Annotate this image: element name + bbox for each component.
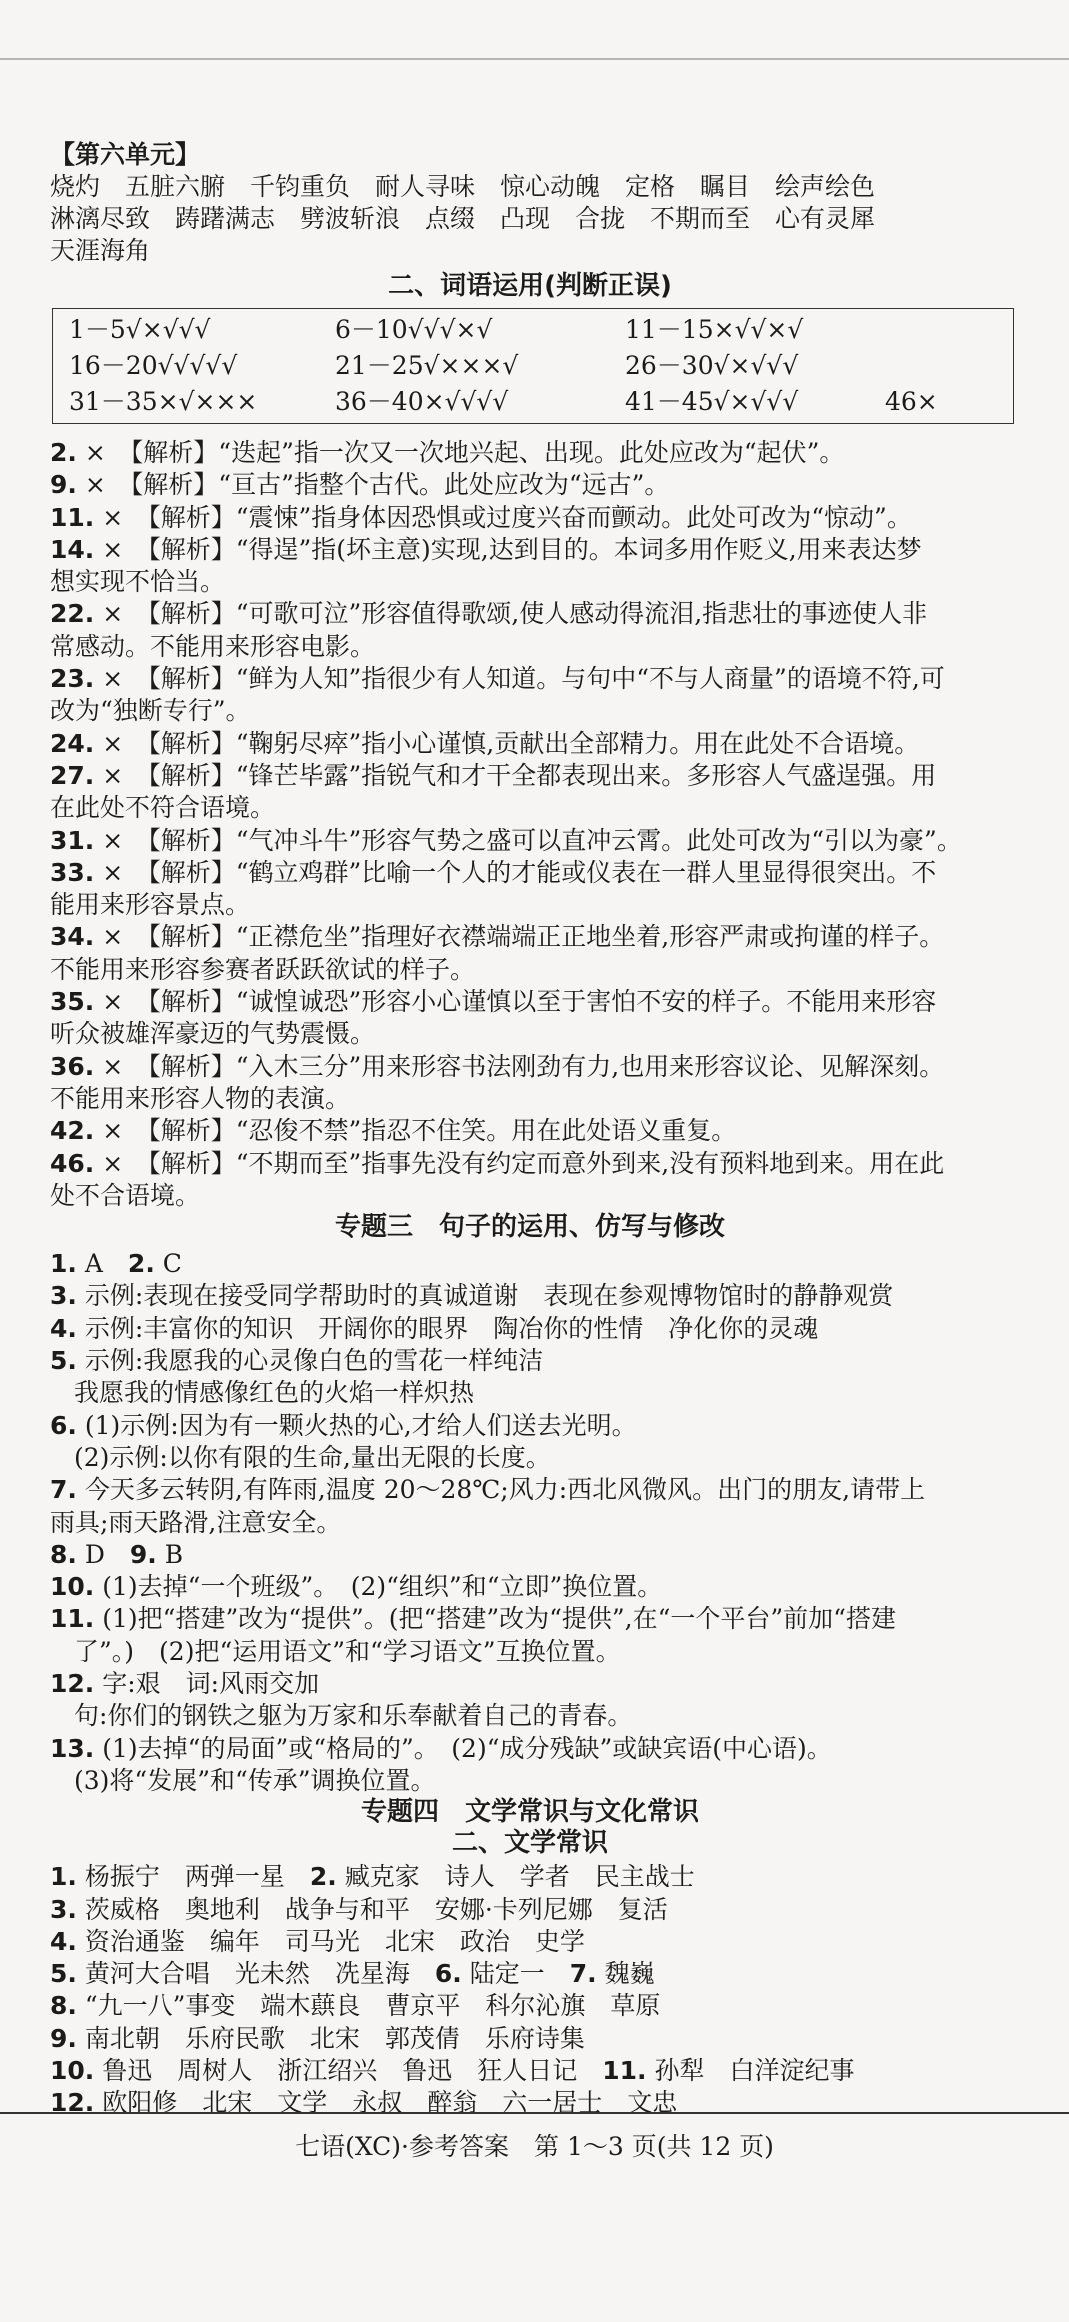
grid-cell: 16－20√√√√√ bbox=[69, 351, 238, 380]
grid-cell: 26－30√×√√√ bbox=[625, 351, 799, 380]
topic4-subheading: 二、文学常识 bbox=[451, 1828, 608, 1858]
answer-line bbox=[74, 1701, 1054, 1731]
item-number: 12. bbox=[50, 2088, 95, 2117]
answer-line-cont: 听众被雄浑豪迈的气势震慑。 bbox=[50, 1019, 376, 1048]
answer-line bbox=[50, 1540, 1030, 1570]
item-number: 3. bbox=[50, 1895, 77, 1924]
item-text: × 【解析】“可歌可泣”形容值得歌颂,使人感动得流泪,指悲壮的事迹使人非 bbox=[102, 599, 928, 628]
answer-line-cont: 能用来形容景点。 bbox=[50, 890, 251, 919]
item-text: 示例:我愿我的心灵像白色的雪花一样纯洁 bbox=[84, 1346, 544, 1375]
item-number: 11. bbox=[602, 2056, 647, 2085]
item-number: 9. bbox=[50, 2024, 77, 2053]
item-number: 11. bbox=[50, 503, 95, 532]
item-text: 魏巍 bbox=[604, 1959, 655, 1988]
item-text: 我愿我的情感像红色的火焰一样炽热 bbox=[74, 1378, 475, 1407]
item-number: 7. bbox=[569, 1959, 597, 1988]
item-number: 2. bbox=[127, 1249, 155, 1278]
item-number: 7. bbox=[50, 1475, 77, 1504]
item-text: 欧阳修 北宋 文学 永叔 醉翁 六一居士 文忠 bbox=[102, 2088, 678, 2117]
answer-line bbox=[50, 1959, 1030, 1989]
item-text: 字:艰 词:风雨交加 bbox=[102, 1669, 320, 1698]
item-number: 4. bbox=[50, 1927, 77, 1956]
item-text: C bbox=[162, 1249, 182, 1278]
item-number: 6. bbox=[50, 1411, 77, 1440]
answer-line bbox=[50, 1895, 1030, 1925]
item-number: 1. bbox=[50, 1249, 77, 1278]
topic4-heading: 专题四 文学常识与文化常识 bbox=[360, 1797, 699, 1827]
item-number: 2. bbox=[309, 1862, 337, 1891]
grid-cell: 36－40×√√√√ bbox=[335, 387, 509, 416]
answer-grid-box bbox=[52, 308, 1014, 424]
answer-line bbox=[50, 1475, 1030, 1505]
item-text: × 【解析】“气冲斗牛”形容气势之盛可以直冲云霄。此处可改为“引以为豪”。 bbox=[102, 826, 962, 855]
item-number: 35. bbox=[50, 987, 95, 1016]
item-text: × 【解析】“鹤立鸡群”比喻一个人的才能或仪表在一群人里显得很突出。不 bbox=[102, 858, 937, 887]
item-text: 雨具;雨天路滑,注意安全。 bbox=[50, 1508, 342, 1537]
unit6-words-row2: 淋漓尽致 踌躇满志 劈波斩浪 点缀 凸现 合拢 不期而至 心有灵犀 bbox=[50, 204, 876, 233]
item-text: 南北朝 乐府民歌 北宋 郭茂倩 乐府诗集 bbox=[84, 2024, 585, 2053]
answer-line-cont: 常感动。不能用来形容电影。 bbox=[50, 632, 376, 661]
answer-line bbox=[50, 1314, 1030, 1344]
item-text: × 【解析】“鞠躬尽瘁”指小心谨慎,贡献出全部精力。用在此处不合语境。 bbox=[102, 729, 920, 758]
page-footer: 七语(XC)·参考答案 第 1～3 页(共 12 页) bbox=[295, 2132, 774, 2161]
answer-line-cont: 不能用来形容参赛者跃跃欲试的样子。 bbox=[50, 955, 476, 984]
item-number: 13. bbox=[50, 1734, 95, 1763]
answer-line-cont: 在此处不符合语境。 bbox=[50, 793, 276, 822]
item-number: 42. bbox=[50, 1116, 95, 1145]
item-text: 孙犁 白洋淀纪事 bbox=[654, 2056, 855, 2085]
answer-line bbox=[50, 2056, 1030, 2086]
item-text: 茨威格 奥地利 战争与和平 安娜·卡列尼娜 复活 bbox=[84, 1895, 668, 1924]
answer-line bbox=[50, 1411, 1030, 1441]
top-rule bbox=[0, 58, 1069, 60]
answer-line bbox=[50, 1052, 1030, 1082]
item-number: 5. bbox=[50, 1346, 77, 1375]
answer-line bbox=[50, 922, 1030, 952]
item-number: 36. bbox=[50, 1052, 95, 1081]
answer-line bbox=[50, 1346, 1030, 1376]
item-text: 今天多云转阴,有阵雨,温度 20～28℃;风力:西北风微风。出门的朋友,请带上 bbox=[84, 1475, 926, 1504]
item-number: 14. bbox=[50, 535, 95, 564]
item-text: (1)去掉“一个班级”。 (2)“组织”和“立即”换位置。 bbox=[102, 1572, 663, 1601]
item-text: (1)把“搭建”改为“提供”。(把“搭建”改为“提供”,在“一个平台”前加“搭建 bbox=[102, 1604, 896, 1633]
grid-cell: 11－15×√√×√ bbox=[625, 315, 804, 344]
answer-line bbox=[50, 1149, 1030, 1179]
answer-line bbox=[50, 826, 1030, 856]
answer-line bbox=[50, 503, 1030, 533]
item-number: 46. bbox=[50, 1149, 95, 1178]
unit6-words-row1: 烧灼 五脏六腑 千钧重负 耐人寻味 惊心动魄 定格 瞩目 绘声绘色 bbox=[50, 172, 876, 201]
answer-line bbox=[74, 1443, 1054, 1473]
item-number: 3. bbox=[50, 1281, 77, 1310]
answer-line bbox=[50, 858, 1030, 888]
answer-line bbox=[50, 1116, 1030, 1146]
grid-cell: 1－5√×√√√ bbox=[69, 315, 211, 344]
item-text: × 【解析】“震悚”指身体因恐惧或过度兴奋而颤动。此处可改为“惊动”。 bbox=[102, 503, 912, 532]
answer-line-cont: 不能用来形容人物的表演。 bbox=[50, 1084, 351, 1113]
footer-rule bbox=[0, 2112, 1069, 2114]
item-text: × 【解析】“不期而至”指事先没有约定而意外到来,没有预料地到来。用在此 bbox=[102, 1149, 945, 1178]
item-text: (2)示例:以你有限的生命,量出无限的长度。 bbox=[74, 1443, 551, 1472]
item-text: 臧克家 诗人 学者 民主战士 bbox=[344, 1862, 695, 1891]
item-number: 9. bbox=[129, 1540, 157, 1569]
answer-line bbox=[50, 1862, 1030, 1892]
answer-line bbox=[50, 1249, 1030, 1279]
answer-line bbox=[50, 761, 1030, 791]
item-text: 示例:表现在接受同学帮助时的真诚道谢 表现在参观博物馆时的静静观赏 bbox=[84, 1281, 894, 1310]
topic3-heading: 专题三 句子的运用、仿写与修改 bbox=[334, 1212, 725, 1242]
answer-line bbox=[50, 470, 1030, 500]
item-text: × 【解析】“亘古”指整个古代。此处应改为“远古”。 bbox=[84, 470, 670, 499]
item-number: 34. bbox=[50, 922, 95, 951]
answer-line bbox=[50, 1604, 1030, 1634]
item-number: 2. bbox=[50, 438, 77, 467]
answer-line bbox=[74, 1766, 1054, 1796]
answer-line bbox=[50, 599, 1030, 629]
item-number: 6. bbox=[434, 1959, 462, 1988]
item-text: 鲁迅 周树人 浙江绍兴 鲁迅 狂人日记 bbox=[102, 2056, 603, 2085]
answer-line bbox=[50, 438, 1030, 468]
item-text: × 【解析】“锋芒毕露”指锐气和才干全都表现出来。多形容人气盛逞强。用 bbox=[102, 761, 937, 790]
answer-line bbox=[50, 1734, 1030, 1764]
item-number: 8. bbox=[50, 1991, 77, 2020]
item-number: 9. bbox=[50, 470, 77, 499]
item-text: × 【解析】“得逞”指(坏主意)实现,达到目的。本词多用作贬义,用来表达梦 bbox=[102, 535, 922, 564]
item-number: 8. bbox=[50, 1540, 77, 1569]
unit6-words-row3: 天涯海角 bbox=[50, 236, 151, 265]
item-text: 黄河大合唱 光未然 冼星海 bbox=[84, 1959, 435, 1988]
item-text: × 【解析】“诚惶诚恐”形容小心谨慎以至于害怕不安的样子。不能用来形容 bbox=[102, 987, 937, 1016]
item-text: 句:你们的钢铁之躯为万家和乐奉献着自己的青春。 bbox=[74, 1701, 633, 1730]
item-text: × 【解析】“忍俊不禁”指忍不住笑。用在此处语义重复。 bbox=[102, 1116, 737, 1145]
item-text: B bbox=[164, 1540, 184, 1569]
item-number: 31. bbox=[50, 826, 95, 855]
answer-line-cont: 改为“独断专行”。 bbox=[50, 696, 251, 725]
item-text: A bbox=[84, 1249, 128, 1278]
answer-line bbox=[50, 729, 1030, 759]
item-number: 1. bbox=[50, 1862, 77, 1891]
answer-line bbox=[74, 1378, 1054, 1408]
item-text: × 【解析】“正襟危坐”指理好衣襟端端正正地坐着,形容严肃或拘谨的样子。 bbox=[102, 922, 945, 951]
item-number: 23. bbox=[50, 664, 95, 693]
item-number: 4. bbox=[50, 1314, 77, 1343]
item-text: 杨振宁 两弹一星 bbox=[84, 1862, 310, 1891]
item-text: (3)将“发展”和“传承”调换位置。 bbox=[74, 1766, 436, 1795]
item-number: 10. bbox=[50, 1572, 95, 1601]
answer-line bbox=[50, 1927, 1030, 1957]
answer-line bbox=[50, 664, 1030, 694]
item-number: 5. bbox=[50, 1959, 77, 1988]
grid-cell: 6－10√√√×√ bbox=[335, 315, 493, 344]
item-number: 12. bbox=[50, 1669, 95, 1698]
item-text: × 【解析】“鲜为人知”指很少有人知道。与句中“不与人商量”的语境不符,可 bbox=[102, 664, 945, 693]
answer-line bbox=[50, 987, 1030, 1017]
item-text: “九一八”事变 端木蕻良 曹京平 科尔沁旗 草原 bbox=[84, 1991, 661, 2020]
item-number: 22. bbox=[50, 599, 95, 628]
item-number: 33. bbox=[50, 858, 95, 887]
answer-line bbox=[50, 1669, 1030, 1699]
item-text: (1)示例:因为有一颗火热的心,才给人们送去光明。 bbox=[84, 1411, 637, 1440]
section2-heading: 二、词语运用(判断正误) bbox=[388, 271, 672, 301]
unit6-title: 【第六单元】 bbox=[50, 140, 201, 169]
item-text: 资治通鉴 编年 司马光 北宋 政治 史学 bbox=[84, 1927, 585, 1956]
item-text: 陆定一 bbox=[469, 1959, 570, 1988]
answer-line bbox=[50, 1991, 1030, 2021]
grid-cell: 41－45√×√√√ bbox=[625, 387, 799, 416]
item-number: 24. bbox=[50, 729, 95, 758]
answer-line bbox=[50, 1281, 1030, 1311]
answer-line bbox=[50, 1508, 1030, 1538]
item-text: × 【解析】“迭起”指一次又一次地兴起、出现。此处应改为“起伏”。 bbox=[84, 438, 845, 467]
item-number: 10. bbox=[50, 2056, 95, 2085]
answer-line bbox=[50, 535, 1030, 565]
item-text: × 【解析】“入木三分”用来形容书法刚劲有力,也用来形容议论、见解深刻。 bbox=[102, 1052, 945, 1081]
grid-cell: 31－35×√××× bbox=[69, 387, 258, 416]
item-number: 11. bbox=[50, 1604, 95, 1633]
answer-line-cont: 想实现不恰当。 bbox=[50, 567, 226, 596]
grid-cell: 21－25√×××√ bbox=[335, 351, 519, 380]
answer-line bbox=[50, 2024, 1030, 2054]
item-text: 示例:丰富你的知识 开阔你的眼界 陶冶你的性情 净化你的灵魂 bbox=[84, 1314, 819, 1343]
answer-line-cont: 处不合语境。 bbox=[50, 1181, 201, 1210]
answer-line bbox=[74, 1637, 1054, 1667]
item-text: (1)去掉“的局面”或“格局的”。 (2)“成分残缺”或缺宾语(中心语)。 bbox=[102, 1734, 832, 1763]
grid-cell: 46× bbox=[885, 387, 938, 416]
item-text: D bbox=[84, 1540, 130, 1569]
item-text: 了”。) (2)把“运用语文”和“学习语文”互换位置。 bbox=[74, 1637, 621, 1666]
item-number: 27. bbox=[50, 761, 95, 790]
answer-line bbox=[50, 1572, 1030, 1602]
